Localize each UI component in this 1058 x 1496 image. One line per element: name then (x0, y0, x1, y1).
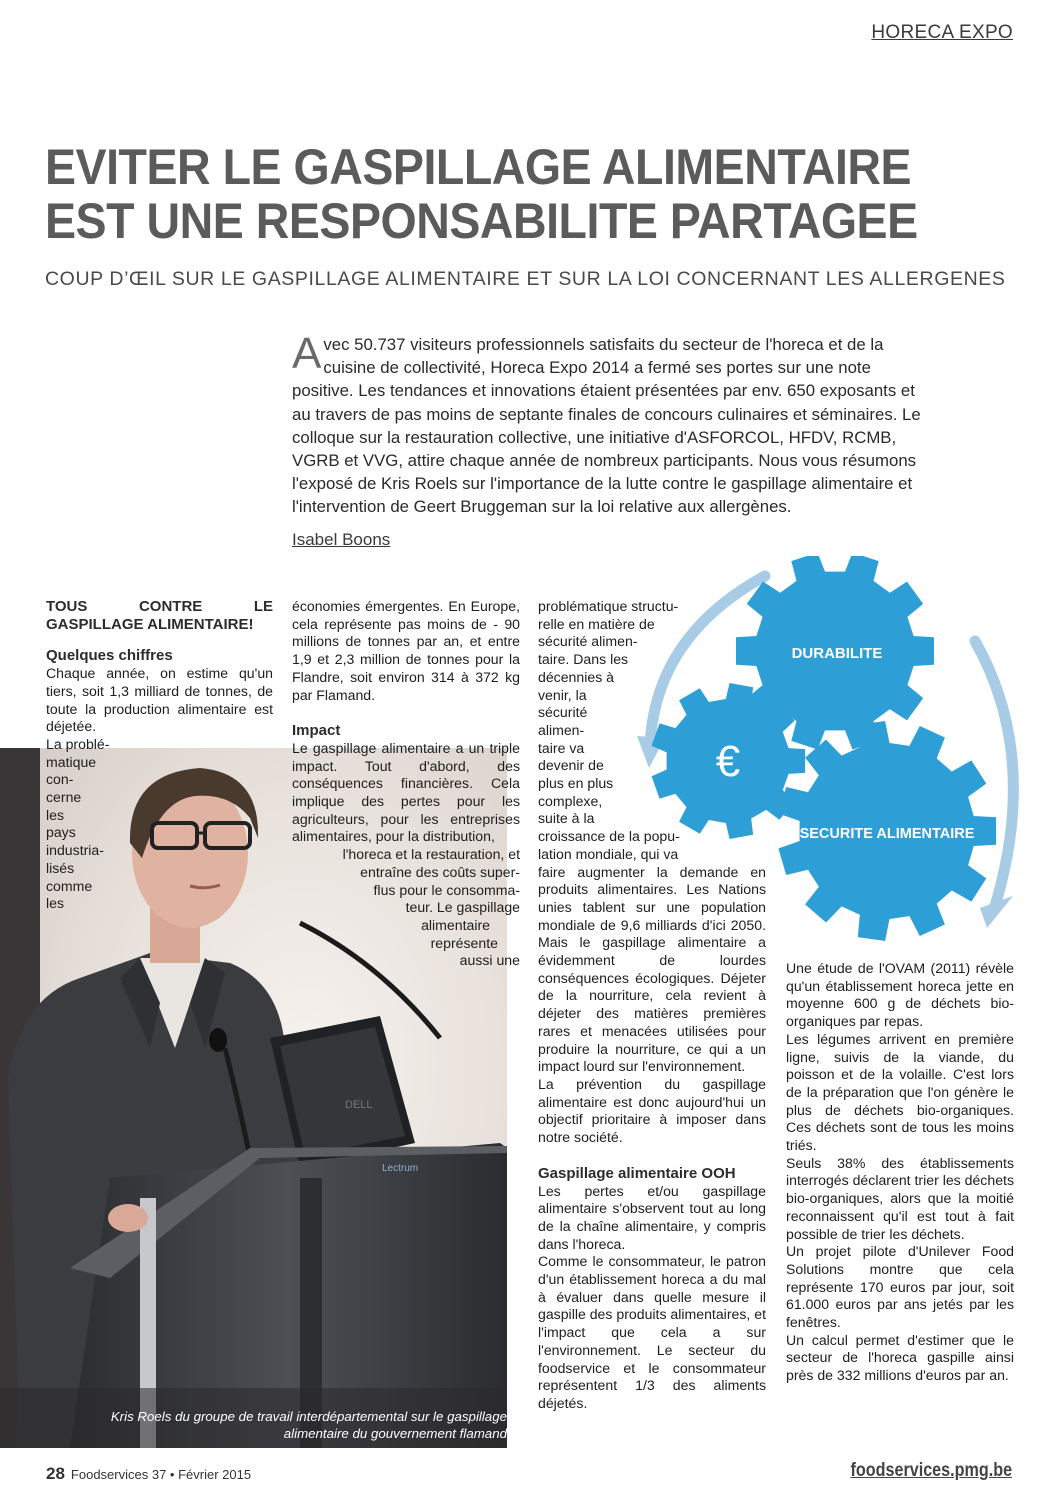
column-4 (786, 960, 1014, 1385)
text-line: suite à la (538, 810, 595, 827)
section-heading: TOUS CONTRE LE GASPILLAGE ALIMENTAIRE! (46, 598, 273, 633)
cycle-arrow-right (975, 641, 1013, 906)
page-footer (46, 1464, 251, 1484)
text-line: alimentaire (421, 916, 490, 933)
intro-text: vec 50.737 visiteurs professionnels satisfaits du secteur de l'horeca et de la cuisine de collectivité, Horeca Expo 2014 a fermé ses portes sur une note positive. Les tendances et innovations étaient présentées par env. 650 exposants et au travers de pas moins de septante finales de concours culinaires et séminaires. Le colloque sur la restauration collective, une initiative d'ASFORCOL, HFDV, RCMB, VGRB et VVG, attire chaque année de nombreux participants. Nous vous résumons l'exposé de Kris Roels sur l'importance de la lutte contre le gaspillage alimentaire et l'intervention de Geert Bruggeman sur la loi relative aux allergènes. (292, 335, 921, 517)
text-line: devenir de (538, 757, 604, 774)
subheading-impact: Impact (292, 722, 341, 740)
column-1 (46, 598, 273, 913)
narrow-text-block (46, 736, 121, 913)
gear-diagram (615, 556, 1055, 956)
paragraph-legumes: Les légumes arrivent en première ligne, suivis de la viande, du poisson et de la volaille. C'est lors de la préparation que l'on génère le plus de déchets bio-organiques. Ces déchets sont de tous les moins triés. (786, 1030, 1014, 1154)
drop-cap: A (292, 329, 322, 378)
text-line: les (46, 895, 65, 912)
paragraph-ovam: Une étude de l'OVAM (2011) révèle qu'un établissement horeca jette en moyenne 600 g de déchets bio-organiques par repas. (786, 960, 1014, 1030)
column-2 (292, 598, 520, 970)
text-line: décennies à (538, 668, 615, 685)
paragraph-tri: Seuls 38% des établissements interrogés déclarent trier les déchets bio-organiques, alors que la moitié reconnaissent qu'il est tout à fait possible de trier les déchets. (786, 1154, 1014, 1242)
text-line: sécurité alimen- (538, 633, 638, 650)
text-line: problématique structu- (538, 598, 679, 614)
paragraph-prevention: La prévention du gaspillage alimentaire est donc aujourd'hui un objectif prioritaire à imposer dans notre société. (538, 1075, 766, 1146)
text-line: teur. Le gaspillage (405, 899, 520, 916)
text-line: alimen- (538, 721, 585, 738)
paragraph-consommateur: Comme le consommateur, le patron d'un établissement horeca a du mal à évaluer dans quelle mesure il gaspille des produits alimentaires, et l'impact que cela a sur l'environnement. Le secteur du foodservice et le consommateur représentent 1/3 des aliments déjetés. (538, 1253, 766, 1411)
text-line: flus pour le consomma- (373, 881, 520, 898)
laptop-logo: DELL (345, 1099, 373, 1111)
paragraph-pertes: Les pertes et/ou gaspillage alimentaire s'observent tout au long de la chaîne alimentaire, y compris dans l'horeca. (538, 1182, 766, 1252)
paragraph-europe: économies émergentes. En Europe, cela représente pas moins de - 90 millions de tonnes par an, et entre 1,9 et 2,3 million de tonnes pour la Flandre, soit environ 314 à 372 kg par Flamand. (292, 598, 520, 703)
paragraph-chiffres: Chaque année, on estime qu'un tiers, soit 1,3 milliard de tonnes, de toute la production alimentaire est déjetée. (46, 665, 273, 735)
lectern-logo: Lectrum (382, 1163, 419, 1174)
text-line: aussi une (459, 952, 520, 969)
text-line: taire va (538, 739, 585, 756)
text-line: comme (46, 877, 93, 894)
text-line: relle en matière de (538, 615, 655, 632)
text-line: venir, la (538, 686, 587, 703)
text-line: l'horeca et la restauration, et (342, 846, 520, 863)
article-title (45, 140, 938, 248)
subheading-ooh: Gaspillage alimentaire OOH (538, 1164, 736, 1182)
text-line: matique (46, 753, 97, 770)
title-line-2: EST UNE RESPONSABILITE PARTAGEE (45, 193, 918, 249)
title-line-1: EVITER LE GASPILLAGE ALIMENTAIRE (45, 139, 912, 195)
section-tag[interactable]: HORECA EXPO (871, 22, 1013, 43)
text-line: industria- (46, 842, 104, 859)
author-byline[interactable]: Isabel Boons (292, 530, 391, 549)
text-line: entraîne des coûts super- (360, 863, 520, 880)
website-link[interactable]: foodservices.pmg.be (850, 1460, 1012, 1481)
text-line: lisés (46, 859, 75, 876)
text-line: La problé- (46, 735, 110, 752)
shaped-text-block (292, 846, 520, 970)
page-number: 28 (46, 1464, 65, 1483)
text-line: cerne (46, 789, 82, 806)
paragraph-population: faire augmenter la demande en produits alimentaires. Les Nations unies tablent sur une population mondiale de 9,6 milliards d'ici 2050. Mais le gaspillage alimentaire a évidemment de lourdes conséquences écologiques. Déjeter de la nourriture, cela revient à déjeter des matières premières rares et menacées utilisées pour produire la nourriture, ce qui a un impact lourd sur l'environnement. (538, 863, 766, 1075)
text-line: sécurité (538, 704, 588, 721)
paragraph-impact: Le gaspillage alimentaire a un triple impact. Tout d'abord, des conséquences financières. Cela implique des pertes pour les agriculteurs, pour les entreprises alimentaires, pour la distribution, (292, 739, 520, 845)
paragraph-unilever: Un projet pilote d'Unilever Food Solutions montre que cela représente 170 euros par jour, soit 61.000 euros par ans jetés par les fenêtres. (786, 1243, 1014, 1331)
text-line: plus en plus (538, 775, 614, 792)
article-intro (292, 329, 930, 519)
text-line: lation mondiale, qui va (538, 845, 679, 862)
text-line: con- (46, 771, 74, 788)
photo-caption: Kris Roels du groupe de travail interdépartemental sur le gaspillage alimentaire du gouvernement flamand (110, 1409, 507, 1441)
euro-icon: € (715, 737, 741, 786)
text-line: représente (430, 934, 498, 951)
paragraph-calcul: Un calcul permet d'estimer que le secteur de l'horeca gaspille ainsi près de 332 millions d'euros par an. (786, 1331, 1014, 1384)
text-line: les (46, 806, 65, 823)
article-subtitle: COUP D’ŒIL SUR LE GASPILLAGE ALIMENTAIRE ET SUR LA LOI CONCERNANT LES ALLERGENES (45, 268, 1006, 290)
text-line: complexe, (538, 792, 603, 809)
subheading-chiffres: Quelques chiffres (46, 647, 173, 665)
text-line: croissance de la popu- (538, 828, 680, 845)
issue-info: Foodservices 37 • Février 2015 (70, 1467, 252, 1482)
gear-label-securite: SECURITE ALIMENTAIRE (799, 826, 975, 842)
text-line: taire. Dans les (538, 651, 629, 668)
text-line: pays (46, 824, 76, 841)
gear-label-durabilite: DURABILITE (791, 645, 883, 662)
